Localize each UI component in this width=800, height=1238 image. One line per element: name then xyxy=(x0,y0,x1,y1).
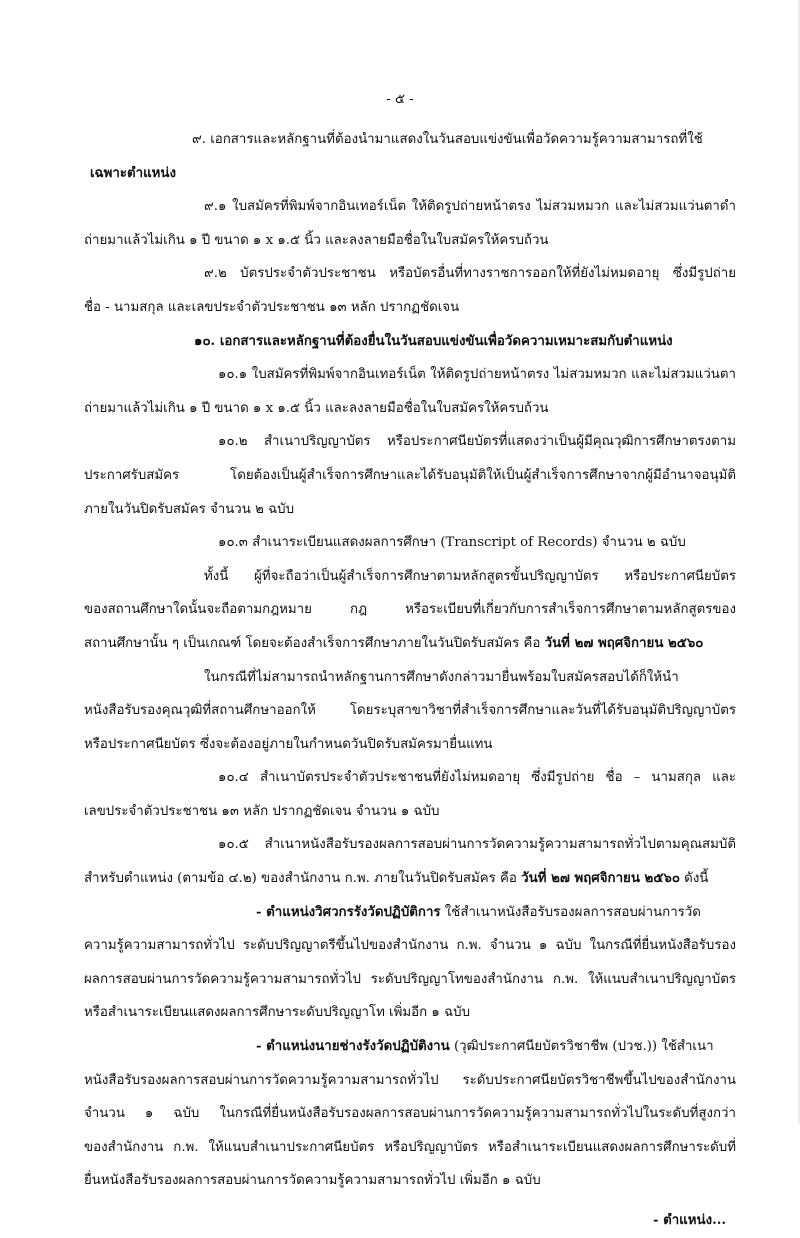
note-text: สถานศึกษานั้น ๆ เป็นเกณฑ์ โดยจะต้องสำเร็จการศึกษาภายในวันปิดรับสมัคร คือ xyxy=(84,635,545,651)
page-number: - ๕ - xyxy=(386,92,414,107)
item-10-5: ๑๐.๕ สำเนาหนังสือรับรองผลการสอบผ่านการวัดความรู้ความสามารถทั่วไปตามคุณสมบัติ xyxy=(218,837,736,853)
item-9-2-cont: ชื่อ - นามสกุล และเลขประจำตัวประชาชน ๑๓ หลัก ปรากฏชัดเจน xyxy=(84,299,460,315)
closing-date-2: วันที่ ๒๗ พฤศจิกายน ๒๕๖๐ xyxy=(521,871,680,887)
item-10-2-cont2: ภายในวันปิดรับสมัคร จำนวน ๒ ฉบับ xyxy=(84,501,295,517)
position-2-title: - ตำแหน่งนายช่างรังวัดปฏิบัติงาน xyxy=(256,1039,450,1055)
alt-paragraph-cont2: หรือประกาศนียบัตร ซึ่งจะต้องอยู่ภายในกำหนดวันปิดรับสมัครมายื่นแทน xyxy=(84,736,493,752)
section-9-heading-cont: เฉพาะตำแหน่ง xyxy=(90,165,176,181)
position-1-text: ใช้สำเนาหนังสือรับรองผลการสอบผ่านการวัด xyxy=(440,904,701,920)
item-10-5-cont xyxy=(84,862,736,896)
section-9 xyxy=(84,123,736,325)
note-paragraph-cont: ของสถานศึกษาใดนั้นจะถือตามกฎหมาย กฎ หรือระเบียบที่เกี่ยวกับการสำเร็จการศึกษาตามหลักสูตรของ xyxy=(84,602,736,618)
item-9-1-cont: ถ่ายมาแล้วไม่เกิน ๑ ปี ขนาด ๑ x ๑.๕ นิ้ว และลงลายมือชื่อในใบสมัครให้ครบถ้วน xyxy=(84,232,549,248)
position-2-cont3: ของสำนักงาน ก.พ. ให้แนบสำเนาประกาศนียบัตร หรือปริญญาบัตร หรือสำเนาระเบียนแสดงผลการศึกษาระดับที่ xyxy=(84,1139,736,1155)
position-1-cont2: ผลการสอบผ่านการวัดความรู้ความสามารถทั่วไป ระดับปริญญาโทของสำนักงาน ก.พ. ให้แนบสำเนาปริญญาบัตร xyxy=(84,971,736,987)
note-paragraph: ทั้งนี้ ผู้ที่จะถือว่าเป็นผู้สำเร็จการศึกษาตามหลักสูตรขั้นปริญญาบัตร หรือประกาศนียบัตร xyxy=(204,568,736,584)
item-10-1-cont: ถ่ายมาแล้วไม่เกิน ๑ ปี ขนาด ๑ x ๑.๕ นิ้ว และลงลายมือชื่อในใบสมัครให้ครบถ้วน xyxy=(84,400,549,416)
position-2-cont2: จำนวน ๑ ฉบับ ในกรณีที่ยื่นหนังสือรับรองผลการสอบผ่านการวัดความรู้ความสามารถทั่วไปในระดับที่สูงกว่า xyxy=(84,1106,736,1122)
item-10-1: ๑๐.๑ ใบสมัครที่พิมพ์จากอินเทอร์เน็ต ให้ติดรูปถ่ายหน้าตรง ไม่สวมหมวก และไม่สวมแว่นตา xyxy=(218,367,736,383)
alt-paragraph: ในกรณีที่ไม่สามารถนำหลักฐานการศึกษาดังกล่าวมายื่นพร้อมใบสมัครสอบได้ก็ให้นำ xyxy=(204,669,679,685)
item-10-4-cont: เลขประจำตัวประชาชน ๑๓ หลัก ปรากฏชัดเจน จำนวน ๑ ฉบับ xyxy=(84,803,440,819)
alt-paragraph-cont: หนังสือรับรองคุณวุฒิที่สถานศึกษาออกให้ โดยระบุสาขาวิชาที่สำเร็จการศึกษาและวันที่ได้รับอนุมัติปริญญาบัตร xyxy=(84,703,736,719)
section-9-heading: ๙. เอกสารและหลักฐานที่ต้องนำมาแสดงในวันสอบแข่งขันเพื่อวัดความรู้ความสามารถที่ใช้ xyxy=(192,132,703,147)
item-10-3: ๑๐.๓ สำเนาระเบียนแสดงผลการศึกษา (Transcript of Records) จำนวน ๒ ฉบับ xyxy=(218,535,686,551)
position-2-cont: หนังสือรับรองผลการสอบผ่านการวัดความรู้ความสามารถทั่วไป ระดับประกาศนียบัตรวิชาชีพขึ้นไปของสำนักงาน xyxy=(84,1072,736,1088)
closing-date: วันที่ ๒๗ พฤศจิกายน ๒๕๖๐ xyxy=(544,635,704,651)
position-1-title: - ตำแหน่งวิศวกรรังวัดปฏิบัติการ xyxy=(256,904,441,920)
position-2-cont4: ยื่นหนังสือรับรองผลการสอบผ่านการวัดความรู้ความสามารถทั่วไป เพิ่มอีก ๑ ฉบับ xyxy=(84,1173,541,1189)
note-paragraph-cont2 xyxy=(84,627,736,661)
item-10-2-cont: ประกาศรับสมัคร โดยต้องเป็นผู้สำเร็จการศึกษาและได้รับอนุมัติให้เป็นผู้สำเร็จการศึกษาจากผู้มีอำนาจอนุมัติ xyxy=(84,467,736,483)
position-2-text: (วุฒิประกาศนียบัตรวิชาชีพ (ปวช.)) ใช้สำเนา xyxy=(449,1039,714,1055)
position-1-cont: ความรู้ความสามารถทั่วไป ระดับปริญญาตรีขึ้นไปของสำนักงาน ก.พ. จำนวน ๑ ฉบับ ในกรณีที่ยื่นหนังสือรับรอง xyxy=(84,938,736,954)
section-10 xyxy=(84,325,736,1198)
position-1 xyxy=(84,896,736,930)
item-9-2: ๙.๒ บัตรประจำตัวประชาชน หรือบัตรอื่นที่ทางราชการออกให้ที่ยังไม่หมดอายุ ซึ่งมีรูปถ่าย xyxy=(204,266,736,282)
item-10-5-text: สำหรับตำแหน่ง (ตามข้อ ๔.๒) ของสำนักงาน ก.พ. ภายในวันปิดรับสมัคร คือ xyxy=(84,871,522,887)
item-10-5-end: ดังนี้ xyxy=(679,871,709,887)
section-10-heading: ๑๐. เอกสารและหลักฐานที่ต้องยื่นในวันสอบแข่งขันเพื่อวัดความเหมาะสมกับตำแหน่ง xyxy=(194,333,673,349)
item-10-2: ๑๐.๒ สำเนาปริญญาบัตร หรือประกาศนียบัตรที่แสดงว่าเป็นผู้มีคุณวุฒิการศึกษาตรงตาม xyxy=(218,434,736,450)
continuation-marker: - ตำแหน่ง... xyxy=(652,1213,726,1228)
position-2 xyxy=(84,1030,736,1064)
item-9-1: ๙.๑ ใบสมัครที่พิมพ์จากอินเทอร์เน็ต ให้ติดรูปถ่ายหน้าตรง ไม่สวมหมวก และไม่สวมแว่นตาดำ xyxy=(204,199,736,215)
position-1-cont3: หรือสำเนาระเบียนแสดงผลการศึกษาระดับปริญญาโท เพิ่มอีก ๑ ฉบับ xyxy=(84,1005,471,1021)
item-10-4: ๑๐.๔ สำเนาบัตรประจำตัวประชาชนที่ยังไม่หมดอายุ ซึ่งมีรูปถ่าย ชื่อ – นามสกุล และ xyxy=(218,770,736,786)
